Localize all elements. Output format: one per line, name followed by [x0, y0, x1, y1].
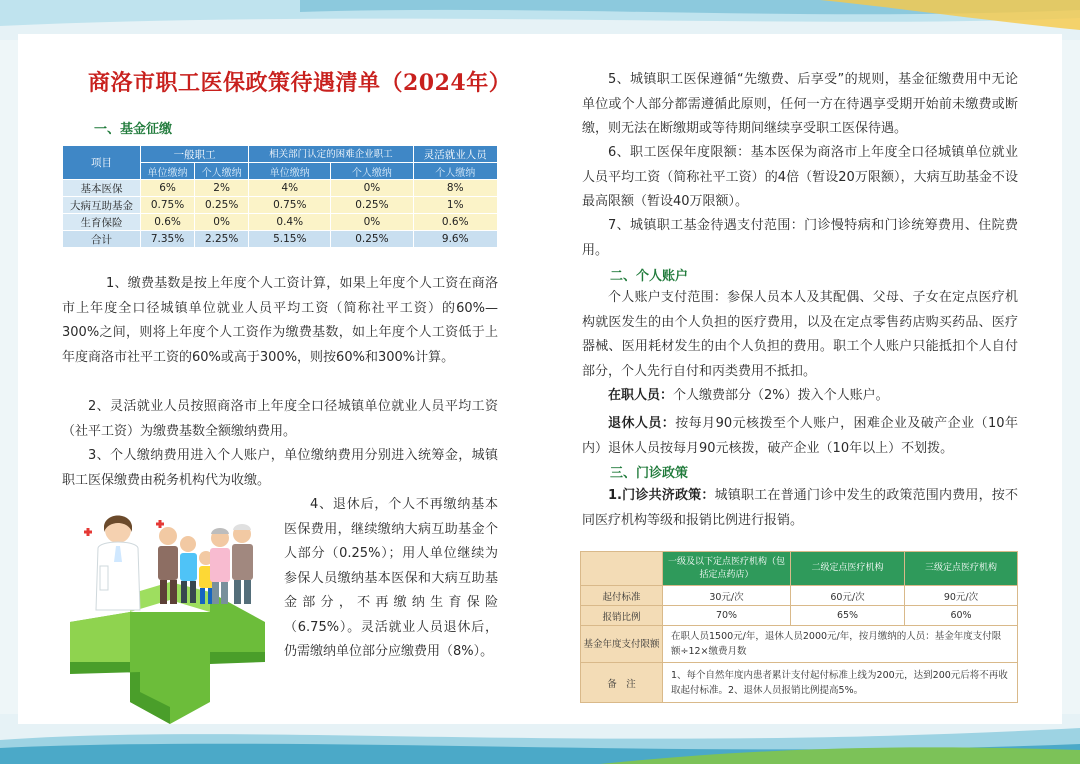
row-label: 报销比例: [581, 606, 663, 626]
paragraph-in-service: [582, 384, 1018, 409]
row-label: 起付标准: [581, 586, 663, 606]
table-cell: 0.75%: [141, 197, 195, 214]
table-cell: 0.6%: [141, 214, 195, 231]
paragraph-account-scope: 个人账户支付范围：参保人员本人及其配偶、父母、子女在定点医疗机构就医发生的由个人负担的医疗费用，以及在定点零售药店购买药品、医疗器械、医用耗材发生的由个人负担的费用。职工个人账户只能抵扣个人自付部分，个人先行自付和丙类费用不抵扣。: [582, 290, 1018, 379]
table-subheader: 个人缴纳: [195, 163, 249, 180]
paragraph-flexible-workers: 2、灵活就业人员按照商洛市上年度全口径城镇单位就业人员平均工资（社平工资）为缴费基数全额缴纳费用。: [62, 399, 498, 439]
table-group-header: 一般职工: [141, 146, 249, 163]
in-service-text: 个人缴费部分（2%）拨入个人账户。: [673, 388, 889, 403]
row-label: 备 注: [581, 663, 663, 703]
table-subheader: 单位缴纳: [141, 163, 195, 180]
table-cell: 8%: [413, 180, 498, 197]
table-row: [581, 626, 1018, 663]
table-cell: 0%: [331, 180, 413, 197]
table-subheader: 个人缴纳: [413, 163, 498, 180]
paragraph-pay-first-rule: 5、城镇职工医保遵循“先缴费、后享受”的规则，基金征缴费用中无论单位或个人部分都需遵循此原则，任何一方在待遇享受期开始前未缴费或断缴，则无法在断缴期或等待期间继续享受职工医保待遇。: [582, 72, 1018, 136]
retired-label: 退休人员：: [608, 416, 676, 431]
table-cell: 60元/次: [791, 586, 905, 606]
section-heading-account: 二、个人账户: [610, 269, 689, 284]
paragraph-payment-scope: 7、城镇职工基金待遇支付范围：门诊慢特病和门诊统筹费用、住院费用。: [582, 218, 1018, 258]
table-cell: 0.4%: [249, 214, 331, 231]
table-row: [63, 214, 498, 231]
table-cell: 70%: [663, 606, 791, 626]
table-cell: 1%: [413, 197, 498, 214]
outpatient-policy-text: 城镇职工在普通门诊中发生的政策范围内费用，按不同医疗机构等级和报销比例进行报销。: [582, 488, 1018, 528]
doctor-family-illustration: [60, 502, 286, 732]
table-row: [581, 606, 1018, 626]
table-cell: 0%: [331, 214, 413, 231]
table-cell: 0.25%: [331, 197, 413, 214]
in-service-label: 在职人员：: [608, 388, 674, 403]
page-title: 商洛市职工医保政策待遇清单（2024年）: [88, 70, 512, 96]
fund-contribution-table: [62, 145, 498, 248]
paragraph-annual-limit: 6、职工医保年度限额：基本医保为商洛市上年度全口径城镇单位就业人员平均工资（简称社平工资）的4倍（暂设20万限额），大病互助基金不设最高限额（暂设40万限额）。: [582, 145, 1018, 209]
table-group-header: 相关部门认定的困难企业职工: [249, 146, 413, 163]
table-cell: 9.6%: [413, 231, 498, 248]
table-cell: 2.25%: [195, 231, 249, 248]
table-header-level3: 三级定点医疗机构: [905, 552, 1018, 586]
table-subheader: 个人缴纳: [331, 163, 413, 180]
table-cell: 0.75%: [249, 197, 331, 214]
table-cell: 6%: [141, 180, 195, 197]
table-cell: 2%: [195, 180, 249, 197]
table-subheader: 单位缴纳: [249, 163, 331, 180]
section-heading-outpatient: 三、门诊政策: [610, 466, 689, 481]
table-cell: 5.15%: [249, 231, 331, 248]
paragraph-retirement: 4、退休后，个人不再缴纳基本医保费用，继续缴纳大病互助基金个人部分（0.25%）；用人单位继续为参保人员缴纳基本医保和大病互助基金部分，不再缴纳生育保险（6.75%）。灵活就业人员退休后，仍需缴纳单位部分应缴费用（8%）。: [284, 497, 498, 659]
table-group-header: 灵活就业人员: [413, 146, 498, 163]
retired-text: 按每月90元核拨至个人账户，困难企业及破产企业（10年内）退休人员按每月90元核拨，破产企业（10年以上）不划拨。: [582, 416, 1018, 456]
table-cell: 30元/次: [663, 586, 791, 606]
table-cell: 0.6%: [413, 214, 498, 231]
row-label: 合计: [63, 231, 141, 248]
table-row: [581, 586, 1018, 606]
outpatient-policy-label: 1.门诊共济政策：: [608, 488, 715, 503]
table-header-item: 项目: [63, 146, 141, 180]
table-row-total: [63, 231, 498, 248]
table-header-level1: 一级及以下定点医疗机构（包括定点药店）: [663, 552, 791, 586]
table-cell: 65%: [791, 606, 905, 626]
table-row: [581, 663, 1018, 703]
section-heading-fund: 一、基金征缴: [94, 122, 173, 137]
table-cell: 0.25%: [195, 197, 249, 214]
row-label: 基金年度支付限额: [581, 626, 663, 663]
table-cell: 4%: [249, 180, 331, 197]
paragraph-account-allocation: 3、个人缴纳费用进入个人账户，单位缴纳费用分别进入统筹金，城镇职工医保缴费由税务机构代为收缴。: [62, 448, 498, 488]
table-cell: 0.25%: [331, 231, 413, 248]
table-cell: 1、每个自然年度内患者累计支付起付标准上线为200元，达到200元后将不再收取起付标准。2、退休人员报销比例提高5%。: [663, 663, 1018, 703]
table-row: [63, 197, 498, 214]
table-cell: 90元/次: [905, 586, 1018, 606]
row-label: 大病互助基金: [63, 197, 141, 214]
paragraph-contribution-base: 1、缴费基数是按上年度个人工资计算，如果上年度个人工资在商洛市上年度全口径城镇单位就业人员平均工资（简称社平工资）的60%—300%之间，则将上年度个人工资作为缴费基数，如上年度个人工资低于上年度商洛市社平工资的60%或高于300%，则按60%和300%计算。: [62, 276, 498, 365]
row-label: 生育保险: [63, 214, 141, 231]
table-cell: 60%: [905, 606, 1018, 626]
table-cell: 0%: [195, 214, 249, 231]
paragraph-retired: [582, 412, 1018, 461]
table-header-level2: 二级定点医疗机构: [791, 552, 905, 586]
outpatient-reimbursement-table: [580, 551, 1018, 703]
table-cell: 在职人员1500元/年，退休人员2000元/年，按月缴纳的人员：基金年度支付限额÷12×缴费月数: [663, 626, 1018, 663]
row-label: 基本医保: [63, 180, 141, 197]
table-corner: [581, 552, 663, 586]
table-row: [63, 180, 498, 197]
table-cell: 7.35%: [141, 231, 195, 248]
paragraph-outpatient-policy: [582, 484, 1018, 533]
